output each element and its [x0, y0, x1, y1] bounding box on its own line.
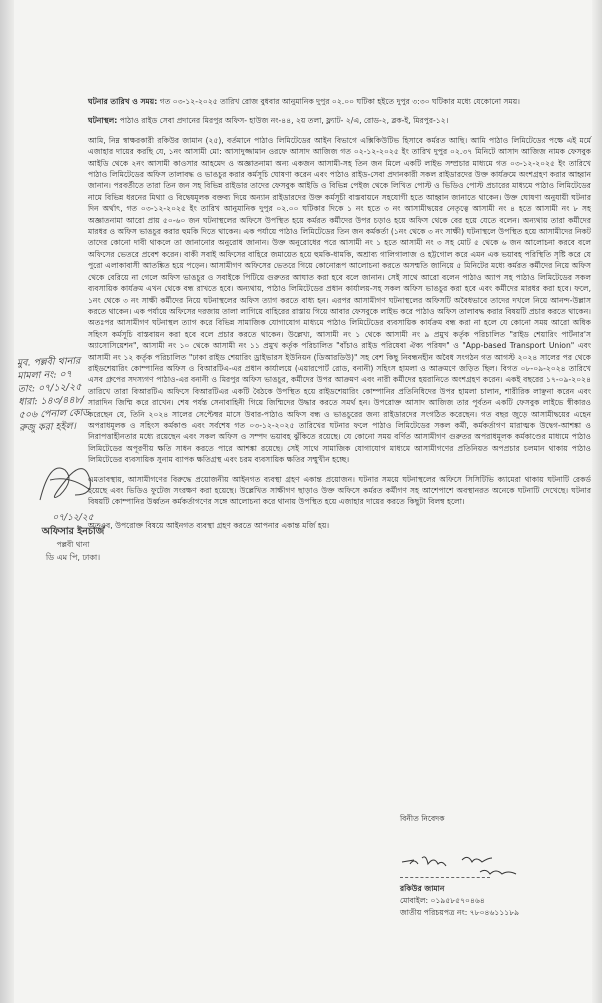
paragraph-request: এমতাবস্থায়, আসামীগণের বিরুদ্ধে প্রয়োজনীয় আইনগত ব্যবস্থা গ্রহণ একান্ত প্রয়োজন। ঘটনার সময়ে ঘটনাস্থলের অফিসে সিসিটিভি ক্যামেরা থাকায় ঘটনাটি রেকর্ড হয়েছে এবং ভিডিও ফুটেজ সংরক্ষণ করা হয়েছে। উল্লেখিত সাক্ষীগণ ছাড়াও উক্ত অফিসে কর্মরত কর্মীগণ সহ আশেপাশে অবস্থানরত অনেকে ঘটনাটি দেখেছে। ঘটনার বিষয়টি কোম্পানির উর্ধ্বতন কর্মকর্তাগণের সঙ্গে আলোচনা করে থানায় উপস্থিত হয়ে এজাহার দায়ের করতে কিছুটা বিলম্ব হলো।: [88, 474, 591, 507]
paragraph-main: আমি, নিম্ন স্বাক্ষরকারী রকিউর জামান (২৫), বর্তমানে পাঠাও লিমিটেডের আইন বিভাগে এক্সিকিউটিভ হিসাবে কর্মরত আছি। আমি পাঠাও লিমিটেডের পক্ষে এই মর্মে এজাহার দায়ের করছি যে, ১নং আসামী মো: আসাদুজ্জামান ওরফে আসাদ আজিজ গত ০২-১২-২০২৫ ইং তারিখ দুপুর ০২.৩৭ মিনিটে আসাদ আজিজ নামক ফেসবুক আইডি থেকে ২নং আসামী কাওসার আহমেদ ও অজ্ঞাতনামা অন্য একজন আসামী-সহ তিন জন মিলে একটি লাইভ সম্প্রচার মাধ্যমে গত ০৩-১২-২০২৫ ইং তারিখে পাঠাও লিমিটেডের অফিস তালাবদ্ধ ও ভাঙচুর করার কর্মসূচি ঘোষণা করেন এবং পাঠাও রাইড-সেবা প্রদানকারী সকল রাইডারদের উক্ত কার্যক্রমে অংশগ্রহণ করার আহ্বান জানান। পরবর্তীতে তারা তিন জন সহ বিভিন্ন রাইডার তাদের ফেসবুক আইডি ও বিভিন্ন পেইজ থেকে লিখিত পোস্ট ও ভিডিও পোস্ট প্রচারের মাধ্যমে পাঠাও লিমিটেডের নামে বিভিন্ন ধরনের মিথ্যা ও বিদ্বেষমূলক বক্তব্য দিয়ে অন্যান রাইডারদের উক্ত কর্মসূচী বাস্তবায়নে সহযোগী হতে আহ্বান জানাতে থাকেন। উক্ত ঘোষণা অনুযায়ী ঘটনার দিন অর্থাৎ, গত ০৩-১২-২০২৫ ইং তারিখ আনুমানিক দুপুর ০২.০০ ঘটিকার দিকে ১ নং হতে ৩ নং আসামীদ্বয়ের নেতৃত্বে আসামী নং ৪ হতে আসামী নং ৮ সহ অজ্ঞাতনামা আরো প্রায় ৫০-৬০ জন ঘটনাস্থলের অফিসে উপস্থিত হয়ে কর্মরত কর্মীদের উপর চড়াও হয়ে অফিস থেকে বের হয়ে যেতে বলেন। অন্যথায় তারা কর্মীদের মারধর ও অফিস ভাঙচুর করার হুমকি দিতে থাকেন। এক পর্যায়ে পাঠাও লিমিটেডের তিন জন কর্মকর্তা (১নং থেকে ৩ নং সাক্ষী) ঘটনাস্থলে উপস্থিত হয়ে আসামীদের নিকট তাদের কোনো দাবী থাকলে তা জানানোর অনুরোধ জানান। উক্ত অনুরোধের পরে আসামী নং ১ হতে আসামী নং ৩ সহ মোট ৫ থেকে ৬ জন আলোচনা করবে বলে অফিসের ভেতরে প্রবেশ করেন। বাকী সবাই অফিসের বাহিরে জমায়েত হয়ে হুমকি-ধামকি, অশ্রাব্য গালিগালাজ ও হট্টগোল করে এমন এক ভয়াবহ পরিস্থিতি সৃষ্টি করে যে পুরো এলাকাবাসী আতঙ্কিত হয়ে পড়েন। আসামীগণ অফিসের ভেতরে গিয়ে কোনোরূপ আলোচনা করতে অসম্মতি জানিয়ে ৫ মিনিটের মধ্যে কর্মরত কর্মীদের নিয়ে অফিস থেকে বেরিয়ে না গেলে অফিস ভাঙচুর ও সবাইকে পিটিয়ে গুরুতর আঘাত করা হবে বলে জানান। সেই সাথে আরো বলেন পাঠাও অ্যাপ সহ পাঠাও লিমিটেডের সকল ব্যবসায়িক কার্যক্রম এখন থেকে বন্ধ রাখতে হবে। অন্যথায়, পাঠাও লিমিটেডের প্রধান কার্যালয়-সহ সকল অফিস ভাঙচুর করা হবে এবং কর্মীদের মারধর করা হবে। ফলে, ১নং থেকে ৩ নং সাক্ষী কর্মীদের নিয়ে ঘটনাস্থলের অফিস ত্যাগ করতে বাধ্য হন। এরপর আসামীগণ ঘটনাস্থলের অফিসটি অবৈধভাবে তাদের দখলে নিয়ে আনন্দ-উল্লাস করতে থাকেন। এক পর্যায়ে অফিসের দরজায় তালা লাগিয়ে বাহিরের রাস্তায় গিয়ে আবার ফেসবুকে লাইভ করে পাঠাও অফিস তালাবদ্ধ করার বিষয়টি প্রচার করতে থাকেন। অতঃপর আসামীগণ ঘটনাস্থল ত্যাগ করে বিভিন্ন সামাজিক যোগাযোগ মাধ্যমে পাঠাও লিমিটেডের ব্যবসায়িক কার্যক্রম বন্ধ করা না হলে যে কোনো সময় আরো অধিক সহিংস কর্মসূচি বাস্তবায়ন করা হবে বলে প্রচার করতে থাকেন। উল্লেখ্য, আসামী নং ১ থেকে আসামী নং ৯ প্রমুখ কর্তৃক পরিচালিত "রাইড শেয়ারিং পার্টনার'স অ্যাসোসিয়েশন", আসামী নং ১০ থেকে আসামী নং ১১ প্রমুখ কর্তৃক পরিচালিত "বাঁচাও রাইড পরিষেবা ঐক্য পরিষদ" ও "App-based Transport Union" এবং আসামী নং ১২ কর্তৃক পরিচালিত "ঢাকা রাইড শেয়ারিং ড্রাইভারস ইউনিয়ন (ডিআরডিউ)" সহ বেশ কিছু নিবন্ধনহীন অবৈধ সংগঠন গত আগস্ট ২০২৪ সালের পর থেকে রাইডশেয়ারিং কোম্পানির অফিস ও বিআরটিএ-এর প্রধান কার্যালয়ে (এয়ারপোর্ট রোড, বনানী) সহিংস হামলা ও আক্রমণে জড়িত ছিল। বিগত ০৮-০৯-২০২৪ তারিখে এসব গ্রুপের সদস্যগণ পাঠাও-এর বনানী ও মিরপুর অফিস ভাঙচুর, কর্মীদের উপর আক্রমণ এবং নারী কর্মীদের হয়রানিতে অংশগ্রহণ করেন। একই বছরের ১৭-০৯-২০২৪ তারিখে তারা বিআরটিএ অফিসে বিআরটিএর একটি বৈঠকে উপস্থিত হয়ে রাইডশেয়ারিং কোম্পানির প্রতিনিধিদের উপর হামলা চালান, শারীরিক লাঞ্ছনা করেন এবং সারাদিন জিম্মি করে রাখেন। শেষ পর্যন্ত সেনাবাহিনী গিয়ে জিম্মিদের উদ্ধার করতে সমর্থ হন। উপরোক্ত আসাদ আজিজ তার পূর্বতন একটি ফেসবুক লাইভে স্বীকারও করেছেন যে, তিনি ২০২৪ সালের সেপ্টেম্বর মাসে উবার-পাঠাও অফিস বন্ধ ও ভাঙচুরের জন্য রাইডারদের সংগঠিত করেছেন। গত বছর জুড়ে আসামীদ্বয়ের এহেন অপরাধমূলক ও সহিংস কর্মকাণ্ড এবং সর্বশেষ গত ০৩-১২-২০২৫ তারিখের ঘটনার ফলে পাঠাও লিমিটেডের সকল কর্মী, কর্মকর্তাগণ মারাত্মক উদ্বেগ-আশঙ্কা ও নিরাপত্তাহীনতার মধ্যে রয়েছেন এবং সকল অফিস ও সম্পদ ভয়াবহ ঝুঁকিতে রয়েছে। যে কোনো সময় বর্ণিত আসামীগণ গুরুতর অপরাধমূলক কর্মকাণ্ডের মাধ্যমে পাঠাও লিমিটেডের অপূরণীয় ক্ষতি সাধন করতে পারে আশঙ্কা রয়েছে। সেই সাথে সামাজিক যোগাযোগ মাধ্যমে আসামীগণের প্রতিনিয়ত অপপ্রচার চলমান থাকায় পাঠাও লিমিটেডের ব্যবসায়িক সুনাম ব্যাপক ক্ষতিগ্রস্থ এবং চরম ব্যবসায়িক ক্ষতির সম্মুখীন হচ্ছে।: [88, 135, 591, 465]
signature-scribble: [400, 850, 550, 884]
officer-signature: [30, 450, 100, 510]
signer-name: রকিউর জামান: [400, 884, 445, 893]
police-stamp: [18, 510, 128, 565]
note-line: তাং: ০৭/১২/২৫: [17, 381, 82, 395]
note-line: মুব. পল্লবী থানার: [16, 355, 81, 369]
incident-time: [88, 96, 591, 107]
stamp-station: পল্লবী থানা: [56, 540, 90, 549]
signer-nid: জাতীয় পরিচয়পত্র নং: ৭৮০৪৬১১১৮৯: [400, 908, 520, 917]
scan-right-edge: [592, 0, 602, 1003]
note-line: ধারা: ১৪৩/৪৪৮/: [18, 394, 85, 408]
note-line: মামলা নং: ০৭: [17, 368, 73, 382]
police-handwritten-note: [17, 353, 125, 435]
closing: বিনীত নিবেদক: [400, 814, 445, 823]
note-line: ৫০৬ পেনাল কোড: [18, 407, 90, 421]
incident-place: [88, 115, 591, 126]
signer-mobile: মোবাইল: ০১৯৫৮৫৭০৪৬৪: [400, 896, 485, 905]
incident-place-text: পাঠাও রাইড সেবা প্রদানের মিরপুর অফিস- হাউজ নং-৪৪, ২য় তলা, ফ্ল্যাট- ২/এ, রোড-২, ব্লক-ই, মিরপুর-১২।: [117, 116, 449, 126]
scan-left-edge: [0, 0, 14, 1003]
stamp-unit: ডি এম পি, ঢাকা।: [45, 553, 101, 562]
incident-time-label: ঘটনার তারিখ ও সময়:: [88, 97, 158, 106]
stamp-date: ০৭/১২/২৫: [52, 513, 94, 523]
note-line: রুজু করা হইল।: [18, 420, 77, 434]
incident-place-label: ঘটনাস্থল:: [88, 116, 118, 126]
signer-block: [400, 883, 519, 919]
signature: [400, 850, 550, 884]
signature-line: [400, 877, 490, 878]
stamp-officer: অফিসার ইনচার্জ: [41, 526, 105, 537]
incident-time-text: গত ০৩-১২-২০২৫ তারিখ রোজ বুধবার আনুমানিক দুপুর ০২.০০ ঘটিকা হইতে দুপুর ৩:৩০ ঘটিকার মধ্যে যেকোনো সময়।: [157, 97, 520, 106]
complaint-body: [88, 96, 591, 539]
officer-signature-scribble: [30, 450, 100, 510]
paragraph-prayer: অতএব, উপরোক্ত বিষয়ে আইনগত ব্যবস্থা গ্রহণ করতে আপনার একান্ত মর্জি হয়।: [88, 520, 330, 530]
